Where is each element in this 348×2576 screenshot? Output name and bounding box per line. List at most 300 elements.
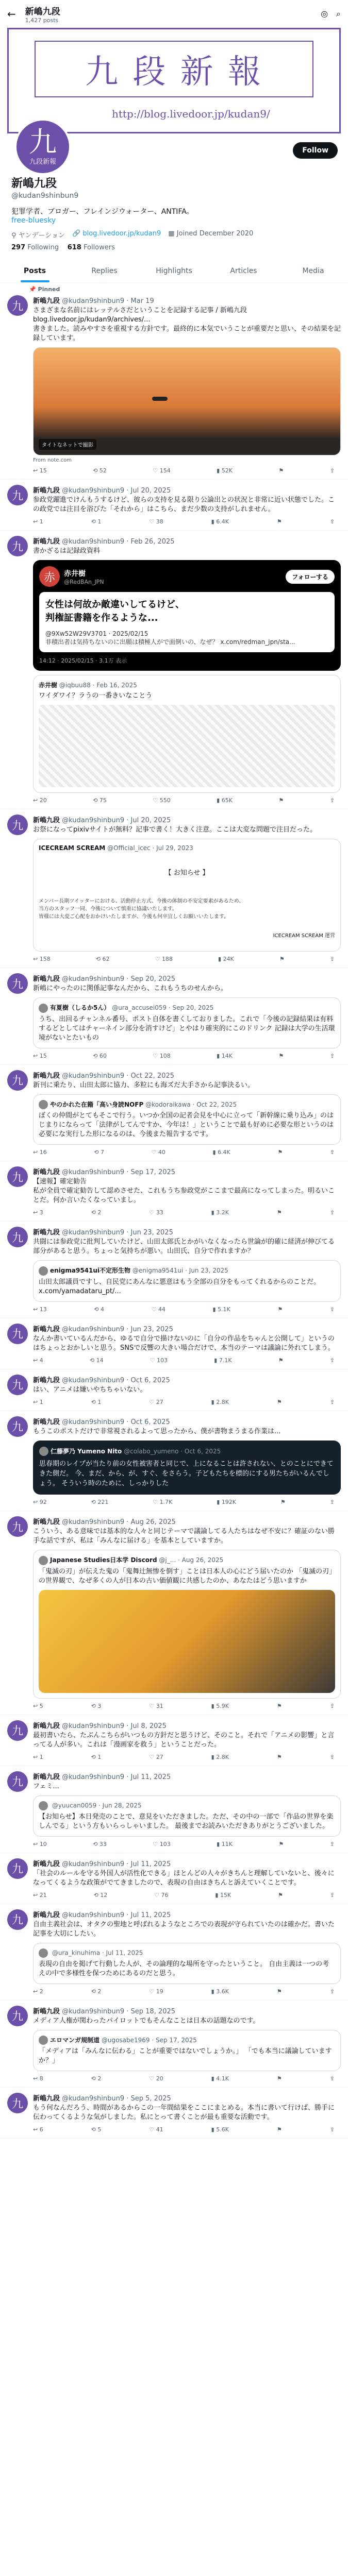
tweet-meta[interactable]: @kudan9shinbun9 · Jul 11, 2025: [62, 1911, 171, 1919]
tweet-header: [33, 295, 341, 305]
views-count: 5.9K: [216, 1702, 229, 1709]
tab-articles[interactable]: Articles: [230, 267, 257, 275]
views-button[interactable]: [211, 1988, 229, 1995]
tweet[interactable]: [0, 2088, 348, 2139]
like-button[interactable]: [152, 1149, 165, 1156]
views-count: 7.1K: [219, 1357, 232, 1364]
profile-bio: [11, 206, 337, 225]
tweet-author[interactable]: 新嶋九段: [33, 297, 60, 305]
tweet[interactable]: [0, 1411, 348, 1512]
like-icon: ♡: [153, 1499, 158, 1505]
announcement-title: 【 お知らせ 】: [164, 869, 209, 877]
quoted-announcement[interactable]: [33, 839, 341, 952]
share-icon[interactable]: ⇪: [329, 1753, 335, 1760]
profile-tabs: [0, 260, 348, 283]
tweet-text: 書かざるは記録政資料: [33, 547, 101, 555]
following-count[interactable]: 297: [11, 244, 26, 251]
tweet[interactable]: [0, 809, 348, 968]
like-button[interactable]: [149, 1399, 163, 1405]
reply-count: 13: [39, 1306, 47, 1313]
repost-button[interactable]: [91, 2075, 102, 2082]
like-count: 103: [159, 1840, 171, 1848]
tweet-meta[interactable]: @kudan9shinbun9 · Oct 22, 2025: [62, 1072, 175, 1080]
card-follow-button[interactable]: フォローする: [286, 570, 335, 584]
card-name: 赤井樹: [64, 569, 86, 578]
reply-button[interactable]: [33, 518, 43, 525]
share-icon[interactable]: ⇪: [329, 2126, 335, 2133]
quote-image[interactable]: [39, 1590, 335, 1693]
reply-button[interactable]: [33, 2126, 43, 2133]
bookmark-icon[interactable]: ⚑: [276, 2075, 282, 2082]
like-icon: ♡: [153, 797, 158, 804]
reply-button[interactable]: [33, 1149, 47, 1156]
like-button[interactable]: [154, 1892, 168, 1899]
avatar[interactable]: [14, 118, 71, 175]
website-link[interactable]: blog.livedoor.jp/kudan9: [82, 230, 161, 238]
tweet-author[interactable]: 新嶋九段: [33, 487, 60, 495]
tweet-meta[interactable]: @kudan9shinbun9 · Aug 26, 2025: [62, 1518, 176, 1526]
tweet-body: [33, 1909, 341, 1995]
quote-header: [39, 681, 335, 689]
location-text: ヤンデーション: [18, 232, 65, 240]
repost-button[interactable]: [91, 2126, 102, 2133]
tweet-meta[interactable]: @kudan9shinbun9 · Jun 23, 2025: [62, 1229, 173, 1236]
embedded-card[interactable]: [33, 560, 341, 671]
reply-icon: ↩: [33, 1499, 38, 1505]
tweet[interactable]: [0, 1369, 348, 1411]
tweet[interactable]: [0, 2001, 348, 2088]
views-icon: ▮: [211, 1988, 214, 1995]
tweet-avatar[interactable]: 九: [7, 1416, 28, 1437]
tweet-avatar[interactable]: 九: [7, 485, 28, 505]
tweet-meta[interactable]: @kudan9shinbun9 · Sep 5, 2025: [62, 2095, 171, 2103]
reply-icon: ↩: [33, 2126, 38, 2133]
tweet[interactable]: [0, 968, 348, 1065]
reply-icon: ↩: [33, 2075, 38, 2082]
tweet-avatar[interactable]: 九: [7, 973, 28, 994]
bookmark-icon[interactable]: ⚑: [276, 1702, 282, 1709]
reply-button[interactable]: [33, 1754, 43, 1760]
tweet-meta[interactable]: @kudan9shinbun9 · Sep 20, 2025: [62, 975, 176, 983]
tweet-text: お祭になってpixivサイトが無料？記事で書く！大きく注意。ここは大変な問題で注目だった。: [33, 826, 317, 834]
tweet-author[interactable]: 新嶋九段: [33, 1773, 60, 1781]
bookmark-icon[interactable]: ⚑: [278, 1052, 284, 1059]
tweet-actions: [33, 1988, 341, 1995]
repost-button[interactable]: [94, 1306, 104, 1313]
repost-button[interactable]: [91, 1988, 102, 1995]
bookmark-icon[interactable]: ⚑: [278, 1840, 284, 1848]
bookmark-icon[interactable]: ⚑: [280, 1499, 286, 1505]
quoted-tweet[interactable]: [33, 997, 341, 1048]
tweet-author[interactable]: 新嶋九段: [33, 2007, 60, 2015]
reply-button[interactable]: [33, 1053, 47, 1059]
views-icon: ▮: [217, 1840, 220, 1848]
tweet-meta[interactable]: @kudan9shinbun9 · Feb 26, 2025: [62, 538, 175, 546]
share-icon[interactable]: ⇪: [329, 467, 335, 474]
timeline: [0, 283, 348, 2139]
repost-count: 2: [97, 1988, 102, 1995]
tweet-avatar[interactable]: 九: [7, 295, 28, 316]
tweet-avatar[interactable]: 九: [7, 1516, 28, 1537]
share-icon[interactable]: ⇪: [329, 956, 335, 962]
reply-button[interactable]: [33, 2075, 43, 2082]
tweet-author[interactable]: 新嶋九段: [33, 1722, 60, 1730]
tweet-actions: [33, 1499, 341, 1505]
share-icon[interactable]: ⇪: [329, 2075, 335, 2082]
repost-button[interactable]: [91, 1703, 102, 1709]
reply-button[interactable]: [33, 1357, 43, 1364]
bookmark-icon[interactable]: ⚑: [278, 797, 284, 804]
like-icon: ♡: [149, 2075, 155, 2082]
like-count: 31: [156, 1702, 163, 1709]
reply-count: 1: [39, 518, 43, 525]
tweet-header: [33, 1070, 341, 1080]
tweet-meta[interactable]: @kudan9shinbun9 · Jul 11, 2025: [62, 1860, 171, 1868]
share-icon[interactable]: ⇪: [329, 1149, 335, 1156]
views-count: 15K: [220, 1891, 231, 1899]
card-user: [64, 568, 104, 585]
quoted-tweet[interactable]: [33, 1440, 341, 1495]
tweet-actions: [33, 1892, 341, 1899]
views-button[interactable]: [211, 518, 229, 525]
tweet-author[interactable]: 新嶋九段: [33, 1072, 60, 1080]
reply-button[interactable]: [33, 1499, 47, 1505]
bookmark-icon[interactable]: ⚑: [276, 1753, 282, 1760]
views-count: 4.1K: [216, 2075, 229, 2082]
like-button[interactable]: [149, 1988, 163, 1995]
views-button[interactable]: [211, 1754, 229, 1760]
repost-icon: ⟲: [93, 797, 98, 804]
quoted-tweet[interactable]: [33, 675, 341, 793]
views-button[interactable]: [213, 1306, 230, 1313]
quote-meta: @ura_accusei059 · Sep 20, 2025: [112, 1004, 214, 1011]
like-icon: ♡: [155, 956, 160, 962]
header-banner: [7, 28, 341, 133]
tweet-body: [33, 1324, 341, 1364]
share-icon[interactable]: ⇪: [329, 1209, 335, 1216]
reply-button[interactable]: [33, 1306, 47, 1313]
tweet[interactable]: [0, 1766, 348, 1853]
share-icon[interactable]: ⇪: [329, 1398, 335, 1405]
reply-icon: ↩: [33, 1052, 38, 1059]
tab-media[interactable]: Media: [302, 267, 324, 275]
tweet-avatar[interactable]: 九: [7, 1720, 28, 1741]
tweet-author[interactable]: 新嶋九段: [33, 1518, 60, 1526]
tweet[interactable]: [0, 1222, 348, 1318]
tweet[interactable]: [0, 1161, 348, 1222]
like-button[interactable]: [153, 797, 170, 804]
tweet[interactable]: [0, 1904, 348, 2001]
bio-link[interactable]: free-bluesky: [11, 216, 56, 225]
bookmark-icon[interactable]: ⚑: [278, 1891, 283, 1899]
share-icon[interactable]: ⇪: [329, 518, 335, 525]
tweet[interactable]: [0, 1065, 348, 1162]
tweet-author[interactable]: 新嶋九段: [33, 1168, 60, 1176]
reply-count: 6: [39, 2126, 43, 2133]
announcement-text: メンバー長期ツイッターにおける、活動停止方式、今後の体制の不安定要素があるため、 当方のスタッフ一同、今後について慎重に協議いたします。 皆様には大変ご心配をおかけいたしますが、今後も何卒宜しくお願いいたします。: [39, 899, 244, 920]
tab-replies[interactable]: Replies: [91, 267, 118, 275]
tweet-header: [33, 1375, 341, 1384]
tweet-avatar[interactable]: 九: [7, 1166, 28, 1187]
bookmark-icon[interactable]: ⚑: [276, 1988, 282, 1995]
repost-button[interactable]: [91, 1209, 102, 1216]
tweet-text: もう何なんだろう、時間があるからこの一年間結果をここにまとめる。本当に書いて行けば、勝手に伝わってくるような気がしました。私にとって書くことが最も重要な活動です。: [33, 2104, 335, 2121]
tweet-avatar[interactable]: 九: [7, 815, 28, 835]
views-button[interactable]: [211, 1399, 229, 1405]
tweet-avatar[interactable]: 九: [7, 1324, 28, 1344]
tweet-author[interactable]: 新嶋九段: [33, 1325, 60, 1333]
bookmark-icon[interactable]: ⚑: [276, 518, 282, 525]
bookmark-icon[interactable]: ⚑: [276, 2126, 282, 2133]
tab-highlights[interactable]: Highlights: [156, 267, 192, 275]
tweet-avatar[interactable]: 九: [7, 2093, 28, 2113]
quote-meta: @iqbuu88 · Feb 16, 2025: [59, 682, 137, 689]
quote-author: 赤井樹: [39, 682, 58, 689]
like-button[interactable]: [149, 1209, 163, 1216]
share-icon[interactable]: ⇪: [329, 1702, 335, 1709]
reply-button[interactable]: [33, 956, 51, 962]
followers-count[interactable]: 618: [67, 244, 81, 251]
bio-text: 犯罪学者、ブロガー、フレインジウォーター、ANTIFA。: [11, 208, 194, 216]
tweet[interactable]: [0, 531, 348, 809]
quote-text: 「鬼滅の刃」が伝えた鬼の「鬼舞辻無惨を倒す」ことは日本人の心にどう届いたのか 「鬼滅の刃」の世界観で、なぜ多くの人が日本の古い価値観に共感したのか、あなたはどう思いますか: [39, 1567, 333, 1585]
bookmark-icon[interactable]: ⚑: [278, 1357, 284, 1364]
reply-button[interactable]: [33, 1988, 43, 1995]
tweet-header: [33, 2006, 341, 2015]
tweet-avatar[interactable]: 九: [7, 2006, 28, 2026]
repost-count: 4: [101, 1306, 104, 1313]
tweet-body: [33, 1720, 341, 1760]
tweet-meta[interactable]: @kudan9shinbun9 · Sep 17, 2025: [62, 1168, 176, 1176]
views-button[interactable]: [217, 1053, 233, 1059]
share-icon[interactable]: ⇪: [329, 1357, 335, 1364]
tweet-avatar[interactable]: 九: [7, 536, 28, 556]
avatar-sub: 九段新報: [29, 158, 56, 166]
tweet-author[interactable]: 新嶋九段: [33, 817, 60, 824]
banner-title: 九 段 新 報: [35, 41, 313, 97]
reply-button[interactable]: [33, 797, 47, 804]
views-button[interactable]: [218, 956, 234, 962]
repost-count: 60: [99, 1052, 107, 1059]
quote-meta: @ugosabe1969 · Sep 17, 2025: [101, 2036, 197, 2044]
tweet-author[interactable]: 新嶋九段: [33, 1860, 60, 1868]
tweet-author[interactable]: 新嶋九段: [33, 1376, 60, 1384]
quote-author: enigma9541ui不定形生物: [50, 1267, 131, 1274]
views-button[interactable]: [211, 1703, 229, 1709]
tweet-avatar[interactable]: 九: [7, 1909, 28, 1930]
tweet-body: [33, 1416, 341, 1506]
views-icon: ▮: [218, 956, 222, 962]
repost-icon: ⟲: [93, 1891, 98, 1899]
tweet[interactable]: [0, 1511, 348, 1715]
views-icon: ▮: [215, 1891, 219, 1899]
like-button[interactable]: [149, 518, 163, 525]
like-button[interactable]: [150, 1357, 168, 1364]
tweet-meta[interactable]: @kudan9shinbun9 · Jul 11, 2025: [62, 1773, 171, 1781]
repost-button[interactable]: [93, 1841, 107, 1848]
tweet-author[interactable]: 新嶋九段: [33, 2095, 60, 2103]
repost-button[interactable]: [90, 1357, 104, 1364]
repost-icon: ⟲: [94, 1306, 99, 1313]
tweet-author[interactable]: 新嶋九段: [33, 1418, 60, 1426]
like-button[interactable]: [149, 1754, 163, 1760]
tweet-author[interactable]: 新嶋九段: [33, 975, 60, 983]
quote-meta: @colabo_yumeno · Oct 6, 2025: [124, 1447, 221, 1455]
views-button[interactable]: [215, 1892, 231, 1899]
like-button[interactable]: [153, 1499, 172, 1505]
repost-button[interactable]: [93, 467, 107, 474]
quoted-tweet[interactable]: [33, 1550, 341, 1699]
reply-icon: ↩: [33, 1398, 38, 1405]
views-button[interactable]: [211, 2126, 229, 2133]
quote-avatar: [39, 1801, 48, 1810]
views-button[interactable]: [213, 1149, 230, 1156]
share-icon[interactable]: ⇪: [329, 797, 335, 804]
quoted-tweet[interactable]: [33, 2030, 341, 2072]
tweet-meta[interactable]: @kudan9shinbun9 · Jun 23, 2025: [62, 1325, 173, 1333]
repost-button[interactable]: [94, 1149, 104, 1156]
like-button[interactable]: [153, 1841, 170, 1848]
repost-button[interactable]: [96, 956, 110, 962]
repost-count: 1: [97, 518, 102, 525]
repost-button[interactable]: [91, 1399, 102, 1405]
like-button[interactable]: [149, 2075, 163, 2082]
like-button[interactable]: [149, 1703, 163, 1709]
pinned-label: [29, 286, 60, 293]
reply-button[interactable]: [33, 467, 47, 474]
calendar-icon: ▦: [168, 230, 177, 238]
like-button[interactable]: [149, 2126, 163, 2133]
tweet-text: 自由主義社会は、オタクの聖地と呼ばれるようなところでの表現が守られていたのは確かだ。書いた記事を大切にしたい。: [33, 1920, 335, 1938]
reply-button[interactable]: [33, 1209, 43, 1216]
views-button[interactable]: [211, 2075, 229, 2082]
quote-image[interactable]: [39, 705, 335, 787]
link-source[interactable]: From note.com: [33, 457, 72, 463]
reply-button[interactable]: [33, 1841, 47, 1848]
views-count: 6.4K: [218, 1149, 230, 1156]
bookmark-icon[interactable]: ⚑: [277, 1149, 283, 1156]
quote-meta: @enigma9541ui · Jun 23, 2025: [132, 1267, 228, 1274]
repost-button[interactable]: [94, 1892, 108, 1899]
views-button[interactable]: [214, 1357, 231, 1364]
views-icon: ▮: [217, 1499, 220, 1505]
tweet-meta[interactable]: @kudan9shinbun9 · Oct 6, 2025: [62, 1376, 170, 1384]
tweet-meta[interactable]: @kudan9shinbun9 · Oct 6, 2025: [62, 1418, 170, 1426]
quoted-tweet[interactable]: [33, 1943, 341, 1984]
bookmark-icon[interactable]: ⚑: [276, 1209, 282, 1216]
views-count: 24K: [223, 956, 234, 962]
tweet-actions: [33, 467, 341, 474]
bookmark-icon[interactable]: ⚑: [278, 467, 284, 474]
tweet-header: [33, 2093, 341, 2103]
repost-button[interactable]: [93, 1053, 107, 1059]
reply-button[interactable]: [33, 1703, 43, 1709]
repost-button[interactable]: [91, 1499, 109, 1505]
like-button[interactable]: [153, 467, 170, 474]
tweet-meta[interactable]: @kudan9shinbun9 · Sep 18, 2025: [62, 2007, 176, 2015]
website: [72, 230, 161, 240]
tweet-text: はい、アニメは嫌いやちちゃいない。: [33, 1385, 147, 1394]
bookmark-icon[interactable]: ⚑: [277, 1306, 283, 1313]
tweet-meta[interactable]: @kudan9shinbun9 · Mar 19: [62, 297, 154, 305]
views-icon: ▮: [211, 2126, 214, 2133]
reply-icon: ↩: [33, 1753, 38, 1760]
views-button[interactable]: [217, 797, 233, 804]
like-count: 20: [156, 2075, 163, 2082]
share-icon[interactable]: ⇪: [329, 1052, 335, 1059]
like-button[interactable]: [155, 956, 173, 962]
reply-button[interactable]: [33, 1892, 47, 1899]
quoted-tweet[interactable]: [33, 1094, 341, 1145]
bookmark-icon[interactable]: ⚑: [276, 1398, 282, 1405]
followers-label[interactable]: Followers: [83, 244, 115, 251]
like-icon: ♡: [149, 1753, 155, 1760]
repost-button[interactable]: [91, 518, 102, 525]
tweet-meta[interactable]: @kudan9shinbun9 · Jul 20, 2025: [62, 817, 171, 824]
following-label[interactable]: Following: [27, 244, 59, 251]
tweet[interactable]: [0, 1853, 348, 1904]
tweet-image[interactable]: [33, 347, 341, 455]
tweet[interactable]: [0, 1715, 348, 1766]
follow-button[interactable]: Follow: [293, 142, 338, 159]
tweet-actions: [33, 518, 341, 525]
tweet[interactable]: [0, 1318, 348, 1369]
share-icon[interactable]: ⇪: [329, 1306, 335, 1313]
repost-icon: ⟲: [91, 2075, 96, 2082]
back-arrow-icon[interactable]: ←: [7, 8, 16, 20]
tweet-meta[interactable]: @kudan9shinbun9 · Jul 8, 2025: [62, 1722, 167, 1730]
tab-posts[interactable]: Posts: [0, 260, 70, 282]
repost-icon: ⟲: [93, 467, 98, 474]
views-button[interactable]: [217, 467, 233, 474]
bookmark-icon[interactable]: ⚑: [279, 956, 285, 962]
views-button[interactable]: [211, 1209, 229, 1216]
like-count: 188: [161, 956, 173, 962]
tweet-text: 新嶋にやったのに関係記事なんだから、これもうちのせんから。: [33, 985, 228, 992]
quoted-tweet[interactable]: [33, 1795, 341, 1837]
tweet-meta[interactable]: @kudan9shinbun9 · Jul 20, 2025: [62, 487, 171, 495]
tweet-author[interactable]: 新嶋九段: [33, 1911, 60, 1919]
views-button[interactable]: [217, 1841, 233, 1848]
tweet-author[interactable]: 新嶋九段: [33, 1229, 60, 1236]
share-icon[interactable]: ⇪: [329, 1988, 335, 1995]
reply-icon: ↩: [33, 467, 38, 474]
tweet-avatar[interactable]: 九: [7, 1070, 28, 1091]
quote-author: ICECREAM SCREAM: [39, 844, 106, 852]
tweet-avatar[interactable]: 九: [7, 1858, 28, 1879]
tweet-author[interactable]: 新嶋九段: [33, 538, 60, 546]
tweet-avatar[interactable]: 九: [7, 1375, 28, 1395]
repost-button[interactable]: [91, 1754, 102, 1760]
views-button[interactable]: [217, 1499, 236, 1505]
quoted-tweet[interactable]: [33, 1260, 341, 1302]
reply-button[interactable]: [33, 1399, 43, 1405]
tweet-avatar[interactable]: 九: [7, 1227, 28, 1247]
like-button[interactable]: [152, 1306, 165, 1313]
image-caption: タイトなネットで撮影: [39, 439, 96, 450]
search-icon[interactable]: ⌕: [336, 9, 341, 19]
share-icon[interactable]: ⇪: [329, 1840, 335, 1848]
tweet-avatar[interactable]: 九: [7, 1771, 28, 1792]
tweet[interactable]: [0, 480, 348, 531]
share-icon[interactable]: ⇪: [329, 1499, 335, 1505]
repost-button[interactable]: [93, 797, 107, 804]
share-icon[interactable]: ⇪: [329, 1891, 335, 1899]
grok-icon[interactable]: ◎: [321, 9, 328, 19]
quote-meta: @Official_icec · Jul 29, 2023: [107, 844, 193, 852]
like-button[interactable]: [153, 1053, 170, 1059]
tweet[interactable]: [0, 283, 348, 480]
